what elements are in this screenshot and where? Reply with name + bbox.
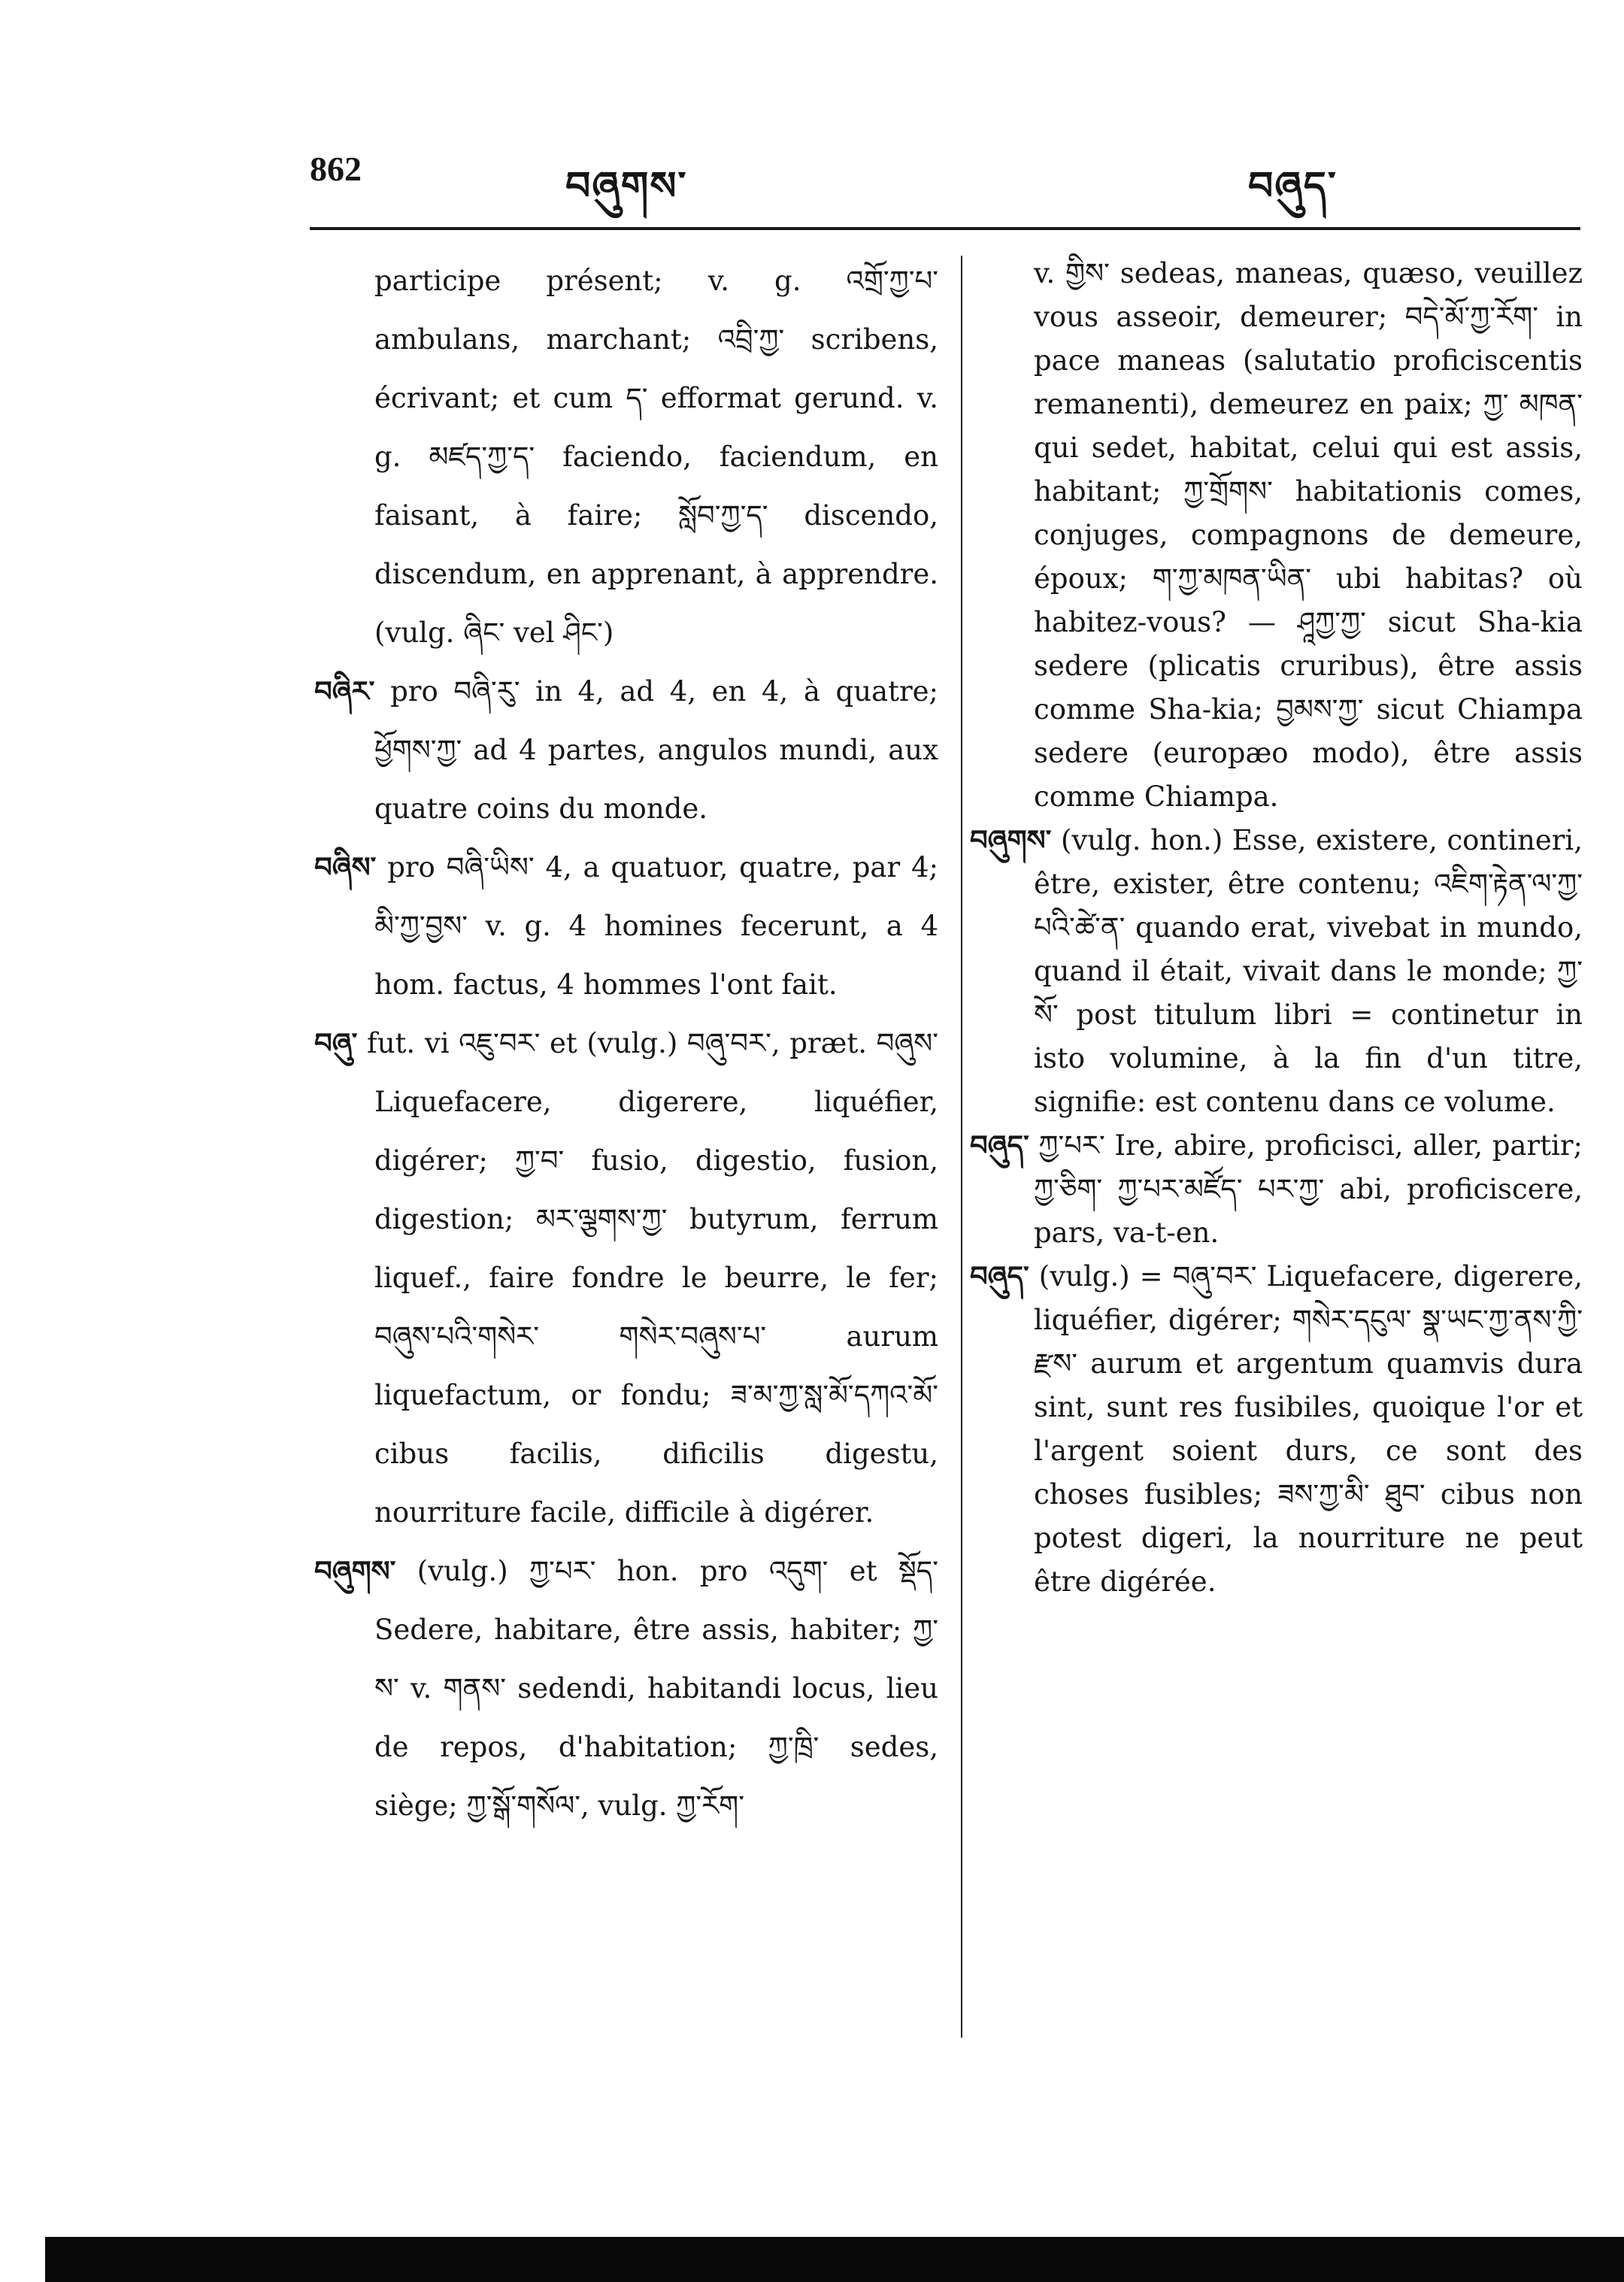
right-column [970, 252, 1583, 1604]
entry-headword: བཞུགས་ [314, 1555, 396, 1587]
entry-headword: བཞུ་ [314, 1027, 358, 1059]
dictionary-entry-continuation [970, 252, 1583, 819]
entry-text: pro བཞི་རུ་ in 4, ad 4, en 4, à quatre; ཕྱོགས་ཀྱ་ ad 4 partes, angulos mundi, aux quatre coins du monde. [374, 675, 939, 825]
entry-text: v. གྱིས་ sedeas, maneas, quæso, veuillez vous asseoir, demeurer; བདེ་མོ་ཀྱ་རོག་ in pace maneas (salutatio proficiscentis remanenti), demeurez en paix; ཀྱ་ མཁན་ qui sedet, habitat, celui qui est assis, habitant; ཀྱ་གྲོགས་ habitationis comes, conjuges, compagnons de demeure, époux; ག་ཀྱ་མཁན་ཡིན་ ubi habitas? où habitez-vous? — ཤཱཀྱ་ཀྱ་ sicut Sha-kia sedere (plicatis cruribus), être assis comme Sha-kia; བྱམས་ཀྱ་ sicut Chiampa sedere (europæo modo), être assis comme Chiampa. [1034, 257, 1583, 813]
dictionary-entry [314, 662, 938, 838]
header-rule [310, 227, 1580, 230]
entry-text: ཀྱ་པར་ Ire, abire, proficisci, aller, partir; ཀྱ་ཅིག་ ཀྱ་པར་མཛོད་ པར་ཀྱ་ abi, proficiscere, pars, va-t-en. [1034, 1129, 1583, 1249]
dictionary-entry-continuation [314, 252, 938, 662]
dictionary-entry [314, 1014, 938, 1542]
dictionary-entry [970, 819, 1583, 1124]
dictionary-entry [970, 1255, 1583, 1604]
running-head-left: བཞུགས་ [565, 164, 688, 209]
left-column [314, 252, 938, 1835]
running-head-right: བཞུད་ [1248, 164, 1338, 209]
entry-headword: བཞིས་ [314, 851, 377, 883]
entry-text: (vulg. hon.) Esse, existere, contineri, être, exister, être contenu; འཇིག་རྟེན་ལ་ཀྱ་པའི་ཚེ་ན་ quando erat, vivebat in mundo, quand il était, vivait dans le monde; ཀྱ་སོ་ post titulum libri = continetur in isto volumine, à la fin d'un titre, signifie: est contenu dans ce volume. [1034, 824, 1583, 1118]
entry-headword: བཞིར་ [314, 675, 375, 708]
entry-text: (vulg.) ཀྱ་པར་ hon. pro འདུག་ et སྡོད་ Sedere, habitare, être assis, habiter; ཀྱ་ས་ v. གནས་ sedendi, habitandi locus, lieu de repos, d'habitation; ཀྱ་ཁྲི་ sedes, siège; ཀྱ་སྒོ་གསོལ་, vulg. ཀྱ་རོག་ [374, 1555, 938, 1822]
entry-text: (vulg.) = བཞུ་བར་ Liquefacere, digerere, liquéfier, digérer; གསེར་དངུལ་ སྣ་ཡང་ཀྱ་ནས་ཀྱི་རྫས་ aurum et argentum quamvis dura sint, sunt res fusibiles, quoique l'or et l'argent soient durs, ce sont des choses fusibles; ཟས་ཀྱ་མི་ ཐུབ་ cibus non potest digeri, la nourriture ne peut être digérée. [1034, 1260, 1583, 1598]
entry-text: fut. vi འཇུ་བར་ et (vulg.) བཞུ་བར་, præt. བཞུས་ Liquefacere, digerere, liquéfier, digérer; ཀྱ་བ་ fusio, digestio, fusion, digestion; མར་ལྕགས་ཀྱ་ butyrum, ferrum liquef., faire fondre le beurre, le fer; བཞུས་པའི་གསེར་ གསེར་བཞུས་པ་ aurum liquefactum, or fondu; ཟ་མ་ཀྱ་སླ་མོ་དཀའ་མོ་ cibus facilis, dificilis digestu, nourriture facile, difficile à digérer. [367, 1027, 938, 1529]
dictionary-entry [314, 838, 938, 1014]
entry-text: pro བཞི་ཡིས་ 4, a quatuor, quatre, par 4; མི་ཀྱ་བྱས་ v. g. 4 homines fecerunt, a 4 hom. factus, 4 hommes l'ont fait. [374, 851, 938, 1001]
entry-headword: བཞུད་ [970, 1260, 1029, 1293]
entry-headword: བཞུགས་ [970, 824, 1052, 856]
page-number: 862 [310, 150, 362, 188]
dictionary-entry [314, 1542, 938, 1835]
entry-text: participe présent; v. g. འགྲོ་ཀྱ་པ་ ambulans, marchant; འབྲི་ཀྱ་ scribens, écrivant; et cum ད་ efformat gerund. v. g. མཛད་ཀྱ་ད་ faciendo, faciendum, en faisant, à faire; སློབ་ཀྱ་ད་ discendo, discendum, en apprenant, à apprendre. (vulg. ཞིང་ vel ཤིང་) [374, 265, 938, 649]
scan-edge-bar [45, 2237, 1624, 2282]
entry-headword: བཞུད་ [970, 1129, 1029, 1162]
column-divider [961, 256, 962, 2038]
dictionary-entry [970, 1124, 1583, 1255]
page-header [0, 0, 1624, 241]
